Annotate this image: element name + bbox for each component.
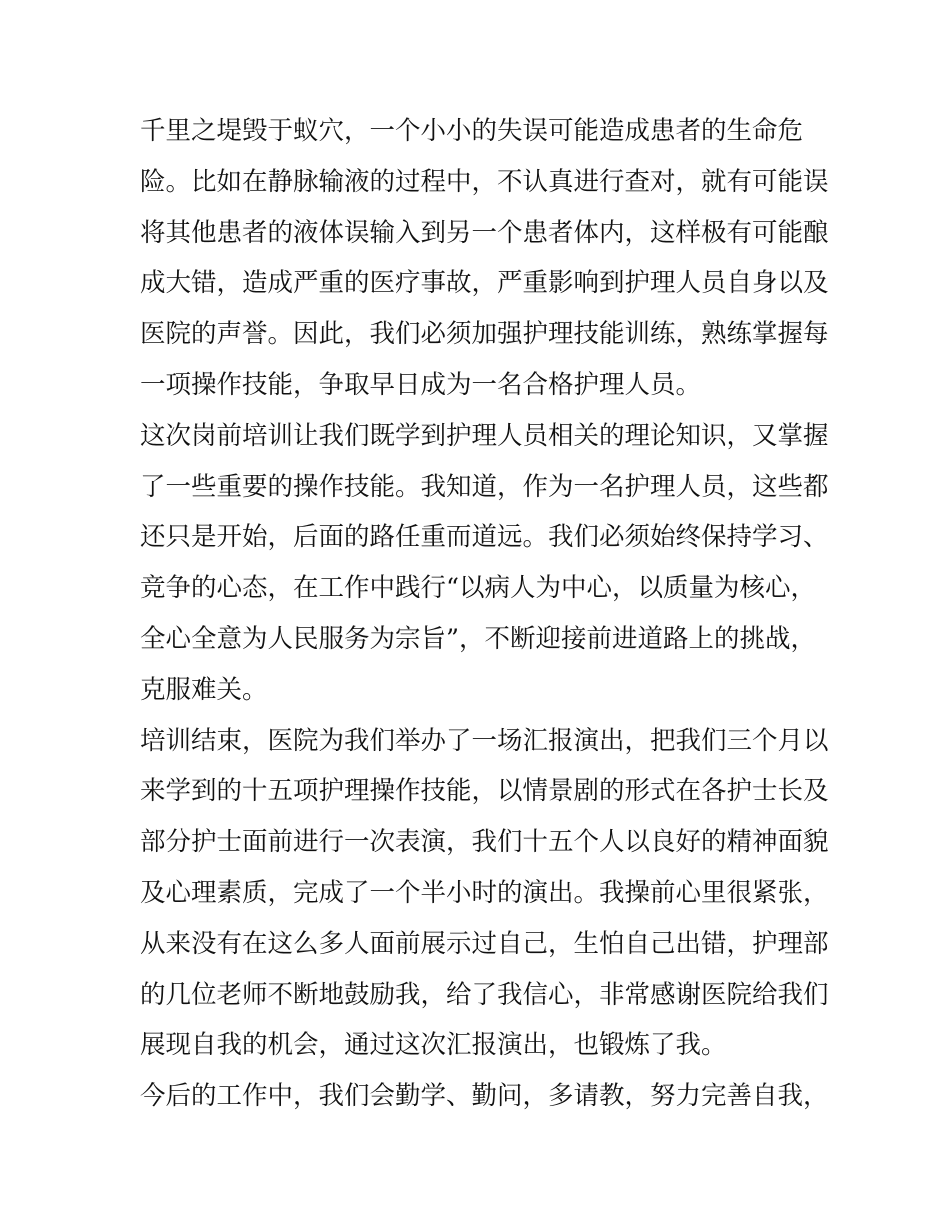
text-line: 部分护士面前进行一次表演，我们十五个人以良好的精神面貌 (140, 827, 829, 858)
text-line: 医院的声誉。因此，我们必须加强护理技能训练，熟练掌握每 (140, 319, 829, 350)
text-line: 的几位老师不断地鼓励我，给了我信心，非常感谢医院给我们 (140, 979, 829, 1010)
text-line: 及心理素质，完成了一个半小时的演出。我操前心里很紧张， (140, 877, 829, 908)
text-line: 克服难关。 (140, 674, 268, 705)
text-line: 全心全意为人民服务为宗旨”，不断迎接前进道路上的挑战， (140, 623, 817, 654)
text-line: 从来没有在这么多人面前展示过自己，生怕自己出错，护理部 (140, 928, 829, 959)
text-line: 一项操作技能，争取早日成为一名合格护理人员。 (140, 369, 702, 400)
text-line: 竞争的心态，在工作中践行“以病人为中心，以质量为核心， (140, 573, 817, 604)
document-body (140, 106, 830, 1122)
text-line: 这次岗前培训让我们既学到护理人员相关的理论知识，又掌握 (140, 420, 829, 451)
text-line: 今后的工作中，我们会勤学、勤问，多请教，努力完善自我， (140, 1081, 829, 1112)
text-line: 成大错，造成严重的医疗事故，严重影响到护理人员自身以及 (140, 268, 829, 299)
text-line: 千里之堤毁于蚁穴，一个小小的失误可能造成患者的生命危 (140, 116, 804, 146)
text-line: 险。比如在静脉输液的过程中，不认真进行查对，就有可能误 (140, 166, 829, 197)
text-line: 还只是开始，后面的路任重而道远。我们必须始终保持学习、 (140, 522, 829, 553)
text-line: 来学到的十五项护理操作技能，以情景剧的形式在各护士长及 (140, 776, 829, 807)
text-line: 展现自我的机会，通过这次汇报演出，也锻炼了我。 (140, 1030, 727, 1061)
text-line: 培训结束，医院为我们举办了一场汇报演出，把我们三个月以 (140, 725, 829, 756)
text-line: 将其他患者的液体误输入到另一个患者体内，这样极有可能酿 (140, 217, 829, 248)
text-line: 了一些重要的操作技能。我知道，作为一名护理人员，这些都 (140, 471, 829, 502)
